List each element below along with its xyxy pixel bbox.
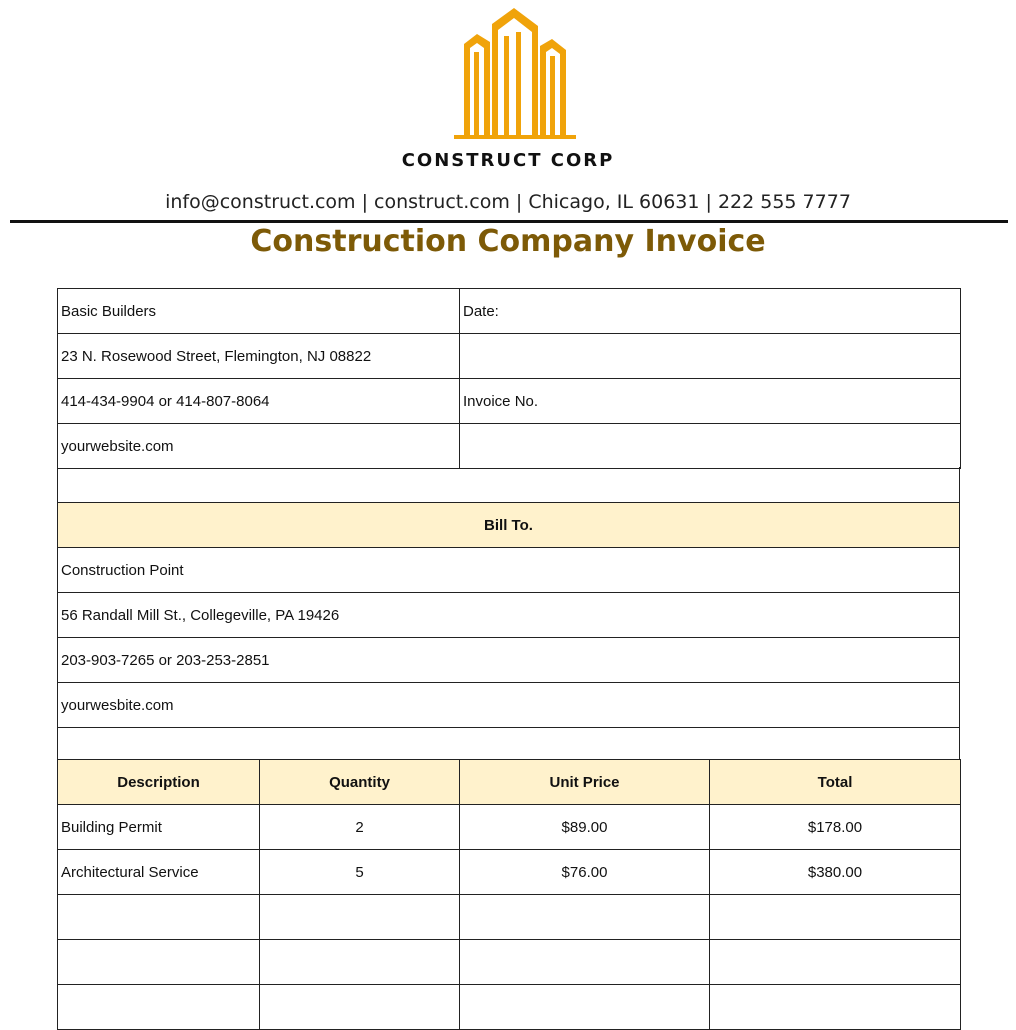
table-row	[58, 593, 960, 638]
bill-to-table	[57, 502, 960, 728]
item-quantity-cell[interactable]: 5	[260, 850, 460, 895]
item-unit-price-cell[interactable]: $76.00	[460, 850, 710, 895]
company-website-cell: yourwebsite.com	[58, 424, 460, 469]
company-info-table	[57, 288, 961, 469]
table-row	[58, 379, 961, 424]
section-spacer	[57, 467, 960, 502]
line-items-table	[57, 759, 961, 1030]
company-phone-cell: 414-434-9904 or 414-807-8064	[58, 379, 460, 424]
table-header-row	[58, 760, 961, 805]
company-address-cell: 23 N. Rosewood Street, Flemington, NJ 08822	[58, 334, 460, 379]
invoice-number-label-cell[interactable]: Invoice No.	[460, 379, 961, 424]
bill-to-phone-cell[interactable]: 203-903-7265 or 203-253-2851	[58, 638, 960, 683]
column-header-unit-price: Unit Price	[460, 760, 710, 805]
invoice-title: Construction Company Invoice	[250, 224, 766, 259]
column-header-total: Total	[710, 760, 961, 805]
bill-to-name-cell[interactable]: Construction Point	[58, 548, 960, 593]
item-quantity-cell[interactable]: 2	[260, 805, 460, 850]
item-total-cell[interactable]: $178.00	[710, 805, 961, 850]
column-header-description: Description	[58, 760, 260, 805]
item-quantity-cell[interactable]	[260, 985, 460, 1030]
invoice-number-value-cell[interactable]	[460, 424, 961, 469]
table-row	[58, 850, 961, 895]
company-name-cell: Basic Builders	[58, 289, 460, 334]
contact-line: info@construct.com | construct.com | Chicago, IL 60631 | 222 555 7777	[165, 191, 851, 213]
item-description-cell[interactable]	[58, 895, 260, 940]
table-row	[58, 940, 961, 985]
item-description-cell[interactable]	[58, 985, 260, 1030]
item-unit-price-cell[interactable]	[460, 895, 710, 940]
item-description-cell[interactable]: Architectural Service	[58, 850, 260, 895]
bill-to-header: Bill To.	[58, 503, 960, 548]
item-quantity-cell[interactable]	[260, 940, 460, 985]
table-row	[58, 289, 961, 334]
item-description-cell[interactable]	[58, 940, 260, 985]
company-logo	[444, 6, 584, 140]
item-unit-price-cell[interactable]: $89.00	[460, 805, 710, 850]
table-row	[58, 985, 961, 1030]
table-row	[58, 548, 960, 593]
table-row	[58, 638, 960, 683]
table-row	[58, 805, 961, 850]
bill-to-address-cell[interactable]: 56 Randall Mill St., Collegeville, PA 19426	[58, 593, 960, 638]
section-spacer	[57, 725, 960, 759]
bill-to-website-cell[interactable]: yourwesbite.com	[58, 683, 960, 728]
table-row	[58, 424, 961, 469]
item-unit-price-cell[interactable]	[460, 940, 710, 985]
date-label-cell[interactable]: Date:	[460, 289, 961, 334]
table-row	[58, 683, 960, 728]
item-description-cell[interactable]: Building Permit	[58, 805, 260, 850]
table-row	[58, 503, 960, 548]
table-row	[58, 334, 961, 379]
item-total-cell[interactable]	[710, 895, 961, 940]
item-unit-price-cell[interactable]	[460, 985, 710, 1030]
column-header-quantity: Quantity	[260, 760, 460, 805]
item-quantity-cell[interactable]	[260, 895, 460, 940]
buildings-logo-icon	[444, 6, 584, 140]
table-row	[58, 895, 961, 940]
header-divider	[10, 220, 1008, 223]
date-value-cell[interactable]	[460, 334, 961, 379]
item-total-cell[interactable]: $380.00	[710, 850, 961, 895]
company-name: CONSTRUCT CORP	[401, 150, 615, 171]
item-total-cell[interactable]	[710, 985, 961, 1030]
item-total-cell[interactable]	[710, 940, 961, 985]
